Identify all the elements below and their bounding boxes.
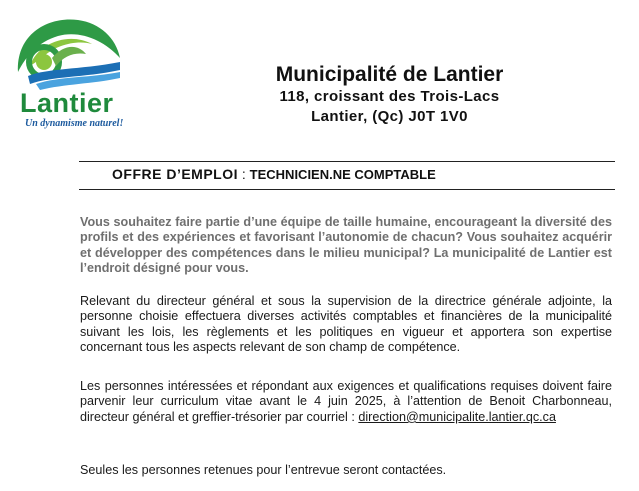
- application-text: Les personnes intéressées et répondant aux exigences et qualifications requises doivent faire parvenir leur curriculum vitae avant le 4 juin 2025, à l’attention de Benoit Charbonneau, directeur général et greffier-trésorier par courriel :: [80, 379, 612, 424]
- email-link[interactable]: direction@municipalite.lantier.qc.ca: [358, 409, 556, 424]
- city-line: Lantier, (Qc) J0T 1V0: [311, 108, 468, 125]
- offer-lead: OFFRE D’EMPLOI: [112, 166, 238, 182]
- closing-note: Seules les personnes retenues pour l’entrevue seront contactées.: [80, 463, 447, 477]
- logo-emblem-icon: [8, 14, 126, 92]
- offer-heading: [112, 166, 436, 182]
- bottom-divider: [79, 189, 615, 190]
- page-title: Municipalité de Lantier: [275, 63, 504, 86]
- offer-separator: :: [238, 166, 250, 182]
- address-line: 118, croissant des Trois-Lacs: [279, 88, 500, 105]
- description-paragraph: Relevant du directeur général et sous la supervision de la directrice générale adjointe, la personne choisie effectuera diverses activités comptables et financières de la municipalité suivant les lois, les règlements et les politiques en vigueur et apportera son expertise concernant tous les aspects relevant de son champ de compétence.: [80, 294, 612, 355]
- intro-paragraph: Vous souhaitez faire partie d’une équipe de taille humaine, encourageant la diversité des profils et des expériences et favorisant l’autonomie de chacun? Vous souhaitez acquérir et développer des compétences dans le milieu municipal? La municipalité de Lantier est l’endroit désigné pour vous.: [80, 215, 612, 276]
- logo-tagline: Un dynamisme naturel!: [25, 118, 124, 129]
- logo-wordmark: Lantier: [20, 88, 114, 118]
- application-paragraph: [80, 379, 612, 425]
- top-divider: [79, 161, 615, 162]
- offer-role: TECHNICIEN.NE COMPTABLE: [249, 167, 436, 182]
- letterhead: [140, 62, 639, 127]
- municipal-logo: [8, 14, 126, 129]
